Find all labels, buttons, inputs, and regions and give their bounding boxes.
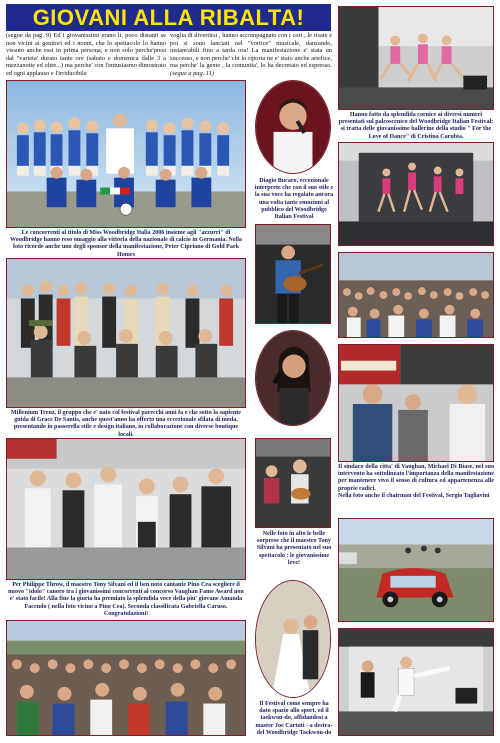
photo-mayor-speech	[338, 344, 494, 462]
caption-taekwondo: Il Festival come sempre ha dato spazio allo sport, ed il taekwon-do, affidandosi a master Joe Cartuti - a destra-del Woodbridge Taekwon-do	[255, 701, 333, 736]
caption-miss-woodbridge: Le concorrenti al titolo di Miss Woodbridge Italia 2006 insieme agli "azzurri" di Woodbridge hanno reso omaggio alla vittoria della nazionale di calcio in Germania. Nella foto ricorde anche uno degli sponsor della manifestazione, Peter Cipriano di Gold Park Homes	[10, 230, 242, 258]
photo-singer-oval	[255, 80, 331, 174]
photo-fiat-car	[338, 518, 494, 622]
caption-throw: Per Philippe Throw, il maestro Tony Silvani ed il ben noto cantante Pino Cea scegliere il nuovo "idolo" canoro tra i giovanissimi concorrenti al concorso Vaughan Fame Award non e' stato facile! Alla fine la giuria ha premiato la splendida voce della piu' giovane Amanda Facendo ( nella foto vicino a Pino Cea). Seconda classificata Gabriella Caruso. Congratulazioni!	[8, 582, 244, 617]
photo-dancers	[338, 6, 494, 110]
photo-millenium-trenz	[6, 258, 246, 408]
photo-stage-performers	[338, 142, 494, 246]
page-title: GIOVANI ALLA RIBALTA!	[6, 4, 331, 31]
photo-silvani-group	[6, 438, 246, 580]
intro-text-2: voglia di divertirsi , hanno accompagnato con i cori , le risate e poi si sono lanciati nel "vortice" musicale, danzando, instancabili fino a tarda ora! La manifestazione e' stata un successo, e non perche' chi lo riporta ne e' stato anche artefice, ma perche' la gente , la comunita', lo ha decretato ed espresso.	[170, 32, 332, 70]
photo-singer-woman-oval	[255, 330, 331, 426]
photo-crowd	[338, 252, 494, 338]
caption-millenium-trenz: Millenium Trenz, il gruppo che e' nato col festival parecchi anni fa e che sotto la sapiente guida di Grace De Santis, anche quest'anno ha offerto una eccezionale sfilata di moda, presentando in passerella stile e design italiano, in collaborazione con diverse boutique locali.	[11, 410, 241, 438]
intro-text-1: (segue da pag. 9) Ed i giovanissimi erano li, poco distanti se non vicini ai genitori ed i nonni, che lo spettacolo lo hanno vissuto anche essi in prima persona, e non solo perche'presi dal "varieta' durato tante ore (sabato e domenica dalle 3 a mezzanotte ed oltre...) ma perche' con l'entusiasmo dimostrato ed ogni applauso e l'irriducibile	[6, 32, 166, 77]
photo-miss-woodbridge	[6, 80, 246, 228]
caption-dancers: Hanno fatto da splendida cornice ai diversi numeri presentati sul palcoscenico del Woodbridge Italian Festival: si tratta delle giovanissime ballerine della studio " For the Love of Dance" di Cristina Carubia.	[338, 112, 494, 140]
caption-mayor-chairman: Nella foto anche il chairman del Festival, Sergio Tagliavini	[338, 492, 490, 499]
continued-reference: (segue a pag. 11)	[170, 69, 214, 77]
caption-mayor	[338, 464, 494, 516]
photo-guitar-player	[255, 224, 331, 324]
intro-column-2	[170, 32, 332, 78]
caption-silvani: Nelle foto in alto le belle sorprese che il maestro Tony Silvani ha presentato nel suo spettacolo : le giovanissime leve!	[256, 531, 332, 566]
caption-mayor-main: Il sindaco della citta' di Vaughan, Michael Di Biase, nel suo intervento ha sottolineato l'importanza della manifestazione per mantenere vivo il senso di cultura ed appartenenza alle proprie radici.	[338, 464, 494, 492]
intro-column-1	[6, 32, 166, 78]
caption-singer: Diagio Bucaro, eccezionale interprete che con il suo stile e la sua voce ha regalato ancora una volta tante emozioni al pubblico del Woodbridge Italian Festival	[254, 178, 334, 221]
photo-bridal-oval	[255, 580, 331, 698]
photo-young-performers	[255, 438, 331, 528]
photo-taekwondo	[338, 628, 494, 736]
photo-audience	[6, 620, 246, 736]
